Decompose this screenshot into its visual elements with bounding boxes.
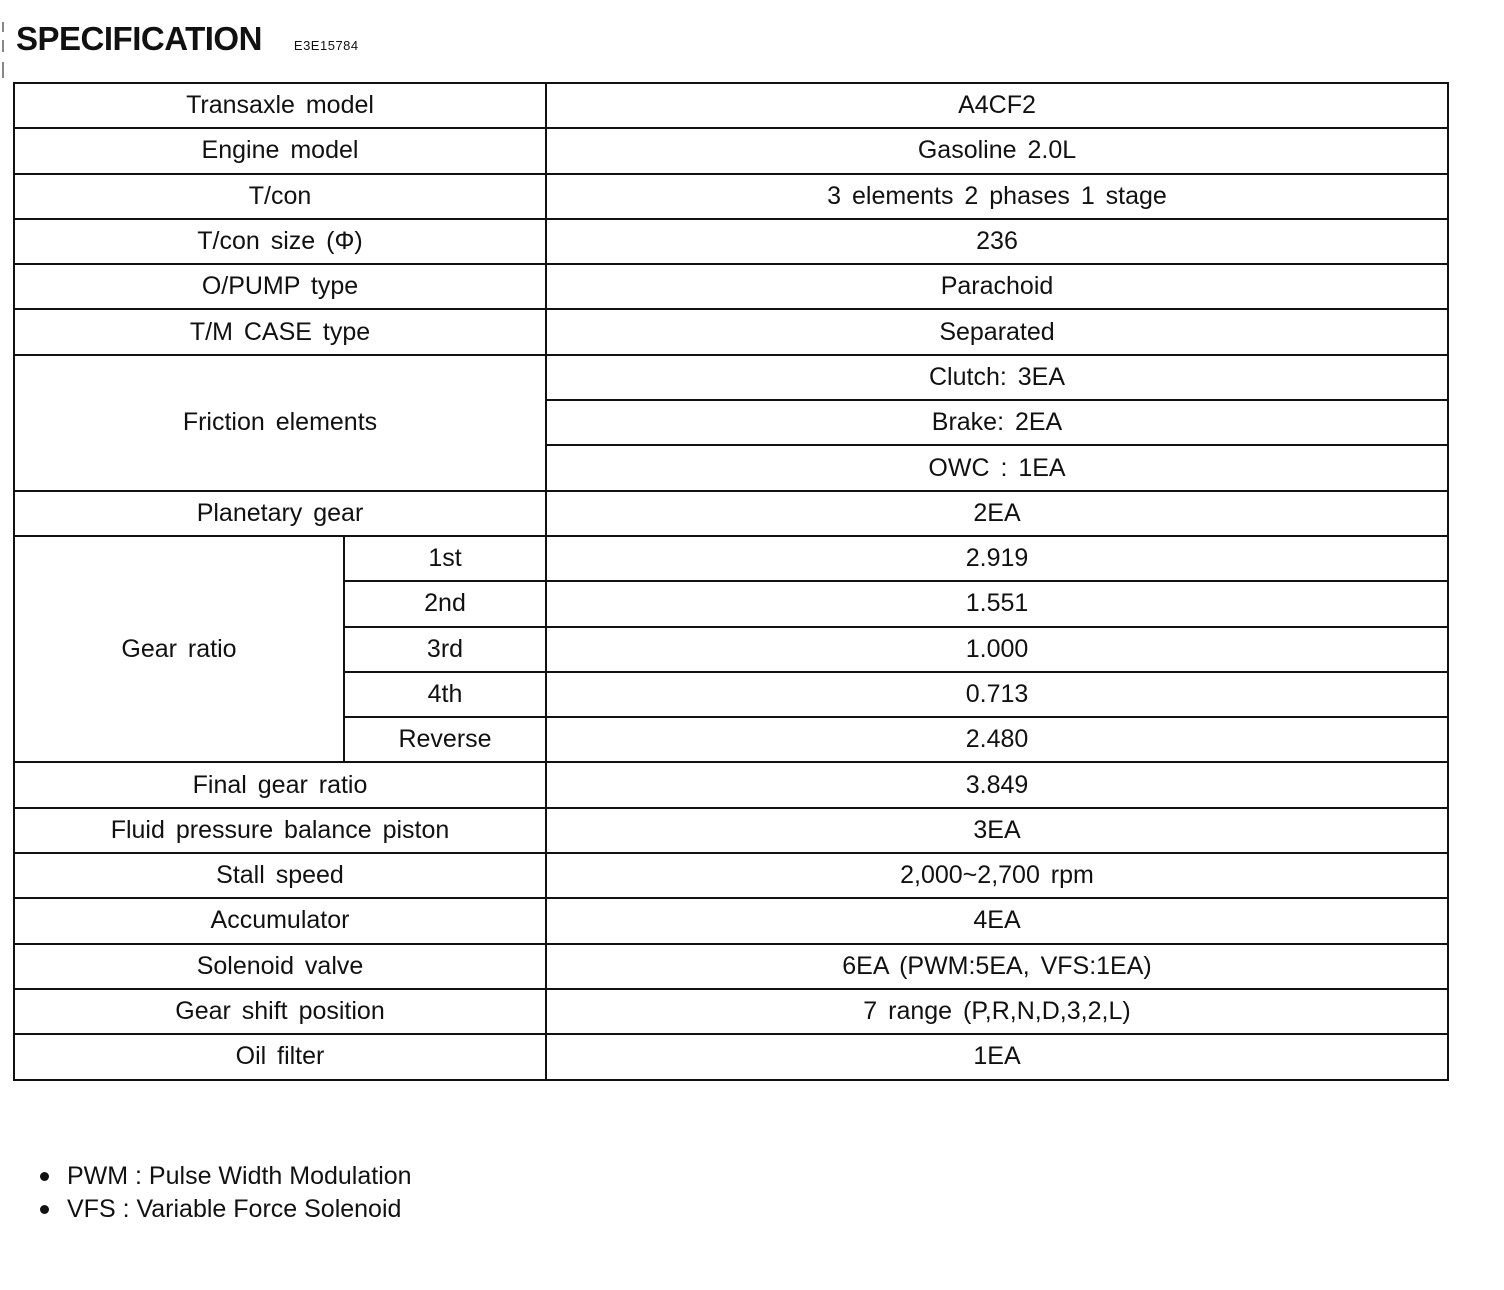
- row-label: Gear ratio: [14, 536, 344, 762]
- row-value: 3.849: [546, 762, 1448, 807]
- bullet-icon: [40, 1205, 49, 1214]
- row-value: 4EA: [546, 898, 1448, 943]
- margin-mark-top: [2, 22, 4, 32]
- row-value: Brake: 2EA: [546, 400, 1448, 445]
- row-label: O/PUMP type: [14, 264, 546, 309]
- row-value: Clutch: 3EA: [546, 355, 1448, 400]
- section-header: [16, 20, 359, 60]
- row-label: Accumulator: [14, 898, 546, 943]
- row-label: Engine model: [14, 128, 546, 173]
- specification-table: [13, 82, 1449, 1081]
- table-row: [14, 536, 1448, 581]
- table-row: [14, 128, 1448, 173]
- table-row: [14, 83, 1448, 128]
- row-label: T/M CASE type: [14, 309, 546, 354]
- row-label: Friction elements: [14, 355, 546, 491]
- row-value: 236: [546, 219, 1448, 264]
- row-value: 3EA: [546, 808, 1448, 853]
- row-value: 2EA: [546, 491, 1448, 536]
- document-code: E3E15784: [293, 38, 359, 53]
- table-row: [14, 491, 1448, 536]
- row-value: Parachoid: [546, 264, 1448, 309]
- row-label: Fluid pressure balance piston: [14, 808, 546, 853]
- row-label: Oil filter: [14, 1034, 546, 1079]
- list-item: [40, 1193, 412, 1226]
- table-row: [14, 1034, 1448, 1079]
- table-row: [14, 762, 1448, 807]
- row-value: 1.551: [546, 581, 1448, 626]
- row-value: Gasoline 2.0L: [546, 128, 1448, 173]
- abbreviation-notes: [40, 1160, 412, 1226]
- row-label: Solenoid valve: [14, 944, 546, 989]
- table-row: [14, 898, 1448, 943]
- table-row: [14, 174, 1448, 219]
- gear-label: 1st: [344, 536, 546, 581]
- gear-label: 3rd: [344, 627, 546, 672]
- row-label: Gear shift position: [14, 989, 546, 1034]
- row-label: Stall speed: [14, 853, 546, 898]
- row-value: 2.919: [546, 536, 1448, 581]
- row-value: 2.480: [546, 717, 1448, 762]
- table-row: [14, 944, 1448, 989]
- row-label: Transaxle model: [14, 83, 546, 128]
- table-row: [14, 309, 1448, 354]
- row-value: Separated: [546, 309, 1448, 354]
- row-value: 7 range (P,R,N,D,3,2,L): [546, 989, 1448, 1034]
- gear-label: Reverse: [344, 717, 546, 762]
- table-row: [14, 989, 1448, 1034]
- table-row: [14, 264, 1448, 309]
- row-value: 3 elements 2 phases 1 stage: [546, 174, 1448, 219]
- row-value: 0.713: [546, 672, 1448, 717]
- row-value: 6EA (PWM:5EA, VFS:1EA): [546, 944, 1448, 989]
- margin-mark-bottom: [2, 62, 4, 78]
- gear-label: 4th: [344, 672, 546, 717]
- table-row: [14, 853, 1448, 898]
- gear-label: 2nd: [344, 581, 546, 626]
- row-value: 2,000~2,700 rpm: [546, 853, 1448, 898]
- table-row: [14, 219, 1448, 264]
- row-label: Planetary gear: [14, 491, 546, 536]
- row-label: T/con: [14, 174, 546, 219]
- row-label: T/con size (Φ): [14, 219, 546, 264]
- row-value: 1.000: [546, 627, 1448, 672]
- margin-mark-middle: [2, 40, 4, 52]
- row-label: Final gear ratio: [14, 762, 546, 807]
- note-text: VFS : Variable Force Solenoid: [67, 1195, 402, 1223]
- row-value: 1EA: [546, 1034, 1448, 1079]
- note-text: PWM : Pulse Width Modulation: [67, 1162, 412, 1190]
- list-item: [40, 1160, 412, 1193]
- bullet-icon: [40, 1172, 49, 1181]
- row-value: OWC : 1EA: [546, 445, 1448, 490]
- table-row: [14, 355, 1448, 400]
- page-title: SPECIFICATION: [16, 20, 262, 57]
- row-value: A4CF2: [546, 83, 1448, 128]
- table-row: [14, 808, 1448, 853]
